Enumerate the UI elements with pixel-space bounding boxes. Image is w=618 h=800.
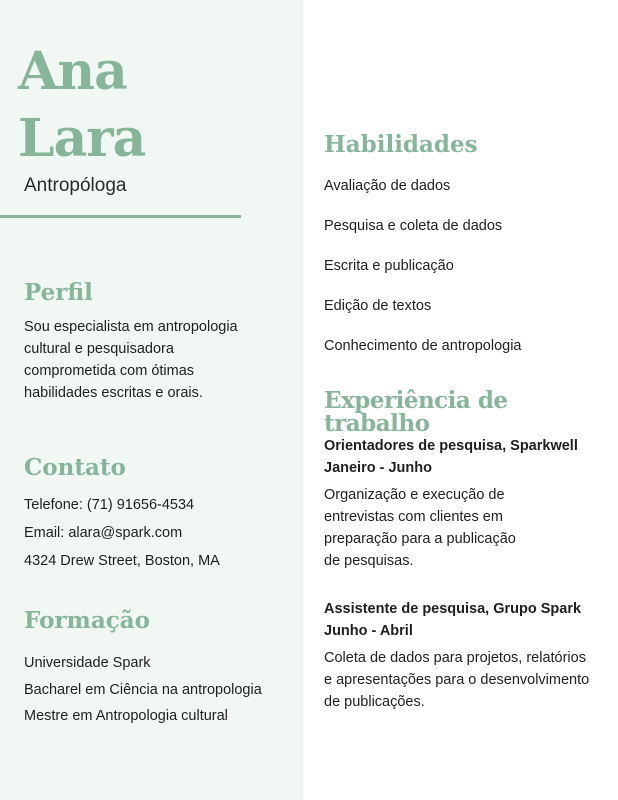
skills-heading: Habilidades — [324, 131, 478, 158]
job-title: Assistente de pesquisa, Grupo Spark — [324, 601, 582, 617]
job-description-line: e apresentações para o desenvolvimento — [324, 672, 590, 688]
job-description-line: Organização e execução de — [324, 487, 505, 503]
job-description-line: de pesquisas. — [324, 553, 414, 569]
education-item: Bacharel em Ciência na antropologia — [24, 681, 262, 698]
contact-list — [24, 494, 220, 578]
education-item: Universidade Spark — [24, 655, 151, 671]
profile-heading: Perfil — [24, 279, 93, 306]
last-name: Lara — [18, 108, 146, 169]
job-role: Antropóloga — [24, 175, 127, 196]
profile-text — [24, 316, 238, 404]
education-list — [24, 652, 262, 732]
job-description-line: entrevistas com clientes em — [324, 509, 503, 525]
profile-line: comprometida com ótimas — [24, 363, 195, 379]
education-heading: Formação — [24, 607, 151, 634]
profile-line: habilidades escritas e orais. — [24, 385, 203, 401]
job-period: Janeiro - Junho — [324, 460, 432, 476]
name-divider — [0, 215, 241, 218]
skill-item: Avaliação de dados — [324, 178, 451, 194]
skill-item: Edição de textos — [324, 298, 432, 314]
job-entry — [324, 598, 589, 713]
job-description — [324, 484, 578, 572]
job-description-line: de publicações. — [324, 694, 425, 710]
contact-address: 4324 Drew Street, Boston, MA — [24, 553, 220, 569]
job-description-line: preparação para a publicação — [324, 531, 516, 547]
contact-email: Email: alara@spark.com — [24, 525, 183, 541]
job-entry — [324, 435, 578, 572]
profile-line: Sou especialista em antropologia — [24, 319, 238, 335]
experience-heading: Experiência de trabalho — [324, 387, 508, 437]
skill-item: Escrita e publicação — [324, 258, 454, 274]
skill-item: Conhecimento de antropologia — [324, 338, 522, 354]
education-item: Mestre em Antropologia cultural — [24, 708, 228, 724]
job-title: Orientadores de pesquisa, Sparkwell — [324, 438, 578, 454]
skill-item: Pesquisa e coleta de dados — [324, 218, 503, 234]
job-description — [324, 647, 589, 713]
first-name: Ana — [18, 41, 127, 102]
job-description-line: Coleta de dados para projetos, relatórios — [324, 650, 586, 666]
skills-list — [324, 175, 522, 375]
contact-heading: Contato — [24, 454, 126, 481]
job-period: Junho - Abril — [324, 623, 413, 639]
profile-line: cultural e pesquisadora — [24, 341, 174, 357]
contact-phone: Telefone: (71) 91656-4534 — [24, 497, 195, 513]
